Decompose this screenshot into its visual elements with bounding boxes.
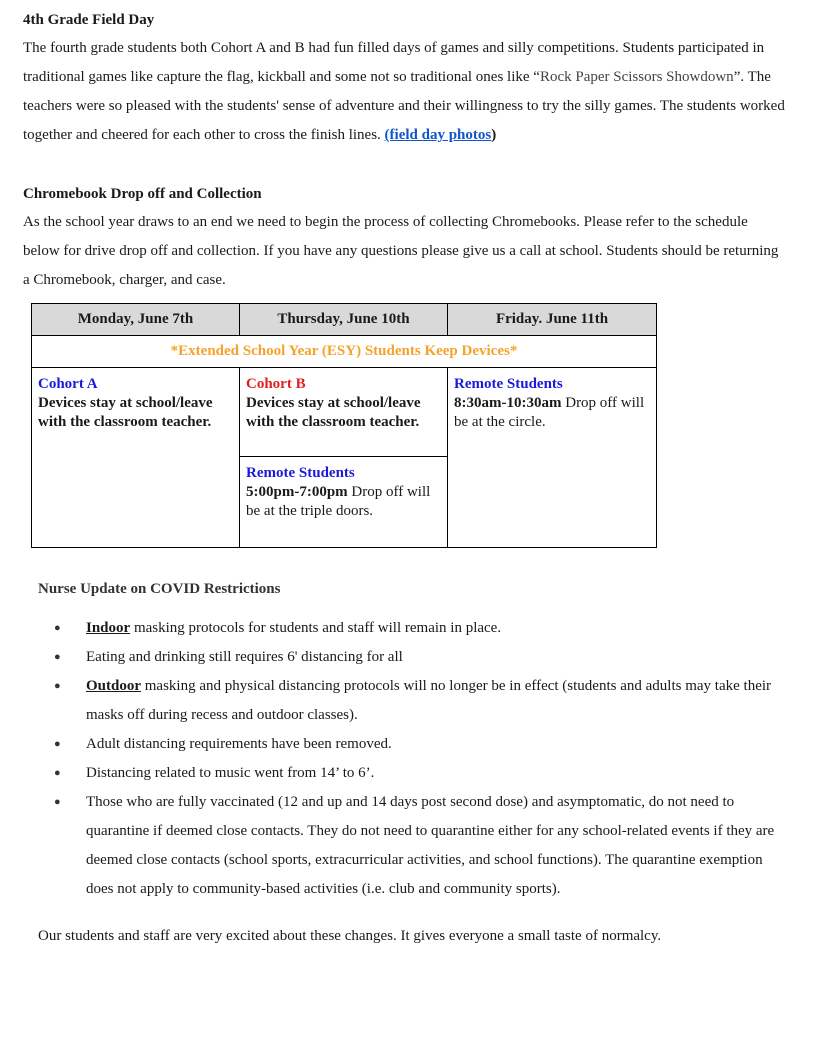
field-day-title: 4th Grade Field Day <box>23 12 155 28</box>
field-day-text-1: The fourth grade students both Cohort A and B had fun filled days of games and silly competitions. Students participated in traditional games like capture the flag, kickball and some not so traditional ones like “ <box>23 40 765 85</box>
esy-note: *Extended School Year (ESY) Students Keep Devices* <box>32 336 657 368</box>
cohort-b-text: Devices stay at school/leave with the classroom teacher. <box>246 395 421 430</box>
remote-thursday-text: Drop off will be at the triple doors. <box>246 484 431 519</box>
chromebook-schedule-table <box>31 303 657 548</box>
bullet-icon: ● <box>54 651 61 663</box>
remote-friday-text: Drop off will be at the circle. <box>454 395 645 430</box>
field-day-photos-link[interactable]: (field day photos <box>384 127 492 143</box>
cohort-a-text: Devices stay at school/leave with the classroom teacher. <box>38 395 213 430</box>
list-item-text: Distancing related to music went from 14’ to 6’. <box>86 765 375 781</box>
remote-friday-details <box>454 394 650 432</box>
cohort-a-label: Cohort A <box>38 376 98 392</box>
list-item <box>38 643 778 672</box>
list-item-emphasis: Outdoor <box>86 678 142 694</box>
remote-thursday-details <box>246 483 441 521</box>
schedule-header-row <box>32 304 657 336</box>
list-item-text: Eating and drinking still requires 6' distancing for all <box>86 649 403 665</box>
list-item <box>38 759 778 788</box>
header-thursday: Thursday, June 10th <box>240 304 448 336</box>
remote-thursday-time: 5:00pm-7:00pm <box>246 484 348 500</box>
field-day-game-name: Rock Paper Scissors Showdown <box>539 69 734 85</box>
field-day-paragraph <box>23 34 793 150</box>
chromebook-title: Chromebook Drop off and Collection <box>23 186 262 202</box>
list-item <box>38 672 778 730</box>
cohort-b-label: Cohort B <box>246 376 306 392</box>
chromebook-paragraph: As the school year draws to an end we need to begin the process of collecting Chromebooks. Please refer to the schedule below for drive drop off and collection. If you have any questions please give us a call at school. Students should be returning a Chromebook, charger, and case. <box>23 214 779 288</box>
list-item <box>38 730 778 759</box>
nurse-closing-text: Our students and staff are very excited about these changes. It gives everyone a small taste of normalcy. <box>38 928 662 944</box>
list-item <box>38 614 778 643</box>
list-item-text: Adult distancing requirements have been removed. <box>86 736 392 752</box>
header-monday: Monday, June 7th <box>32 304 240 336</box>
field-day-link-close: ) <box>491 127 497 143</box>
thursday-cohort-b-cell <box>240 368 448 457</box>
list-item-text: Those who are fully vaccinated (12 and up and 14 days post second dose) and asymptomatic, do not need to quarantine if deemed close contacts. They do not need to quarantine either for any school-related events if they are deemed close contacts (school sports, extracurricular activities, and school functions). The quarantine exemption does not apply to community-based activities (i.e. club and community sports). <box>86 794 775 897</box>
list-item-text: masking and physical distancing protocols will no longer be in effect (students and adults may take their masks off during recess and outdoor classes). <box>86 678 772 723</box>
bullet-icon: ● <box>54 796 61 808</box>
field-day-text-2: ”. The teachers were so pleased with the students' sense of adventure and their willingness to try the silly games. The students worked together and cheered for each other to cross the finish lines. <box>23 69 785 143</box>
friday-cell <box>448 368 657 548</box>
nurse-update-title: Nurse Update on COVID Restrictions <box>38 581 281 597</box>
bullet-icon: ● <box>54 738 61 750</box>
header-friday: Friday. June 11th <box>448 304 657 336</box>
remote-thursday-label: Remote Students <box>246 465 355 481</box>
bullet-icon: ● <box>54 767 61 779</box>
remote-friday-time: 8:30am-10:30am <box>454 395 562 411</box>
list-item <box>38 788 778 904</box>
thursday-remote-cell <box>240 457 448 548</box>
list-item-text: masking protocols for students and staff will remain in place. <box>130 620 502 636</box>
bullet-icon: ● <box>54 622 61 634</box>
bullet-icon: ● <box>54 680 61 692</box>
remote-friday-label: Remote Students <box>454 376 563 392</box>
monday-cell <box>32 368 240 548</box>
list-item-emphasis: Indoor <box>86 620 131 636</box>
covid-restrictions-list <box>38 614 778 904</box>
